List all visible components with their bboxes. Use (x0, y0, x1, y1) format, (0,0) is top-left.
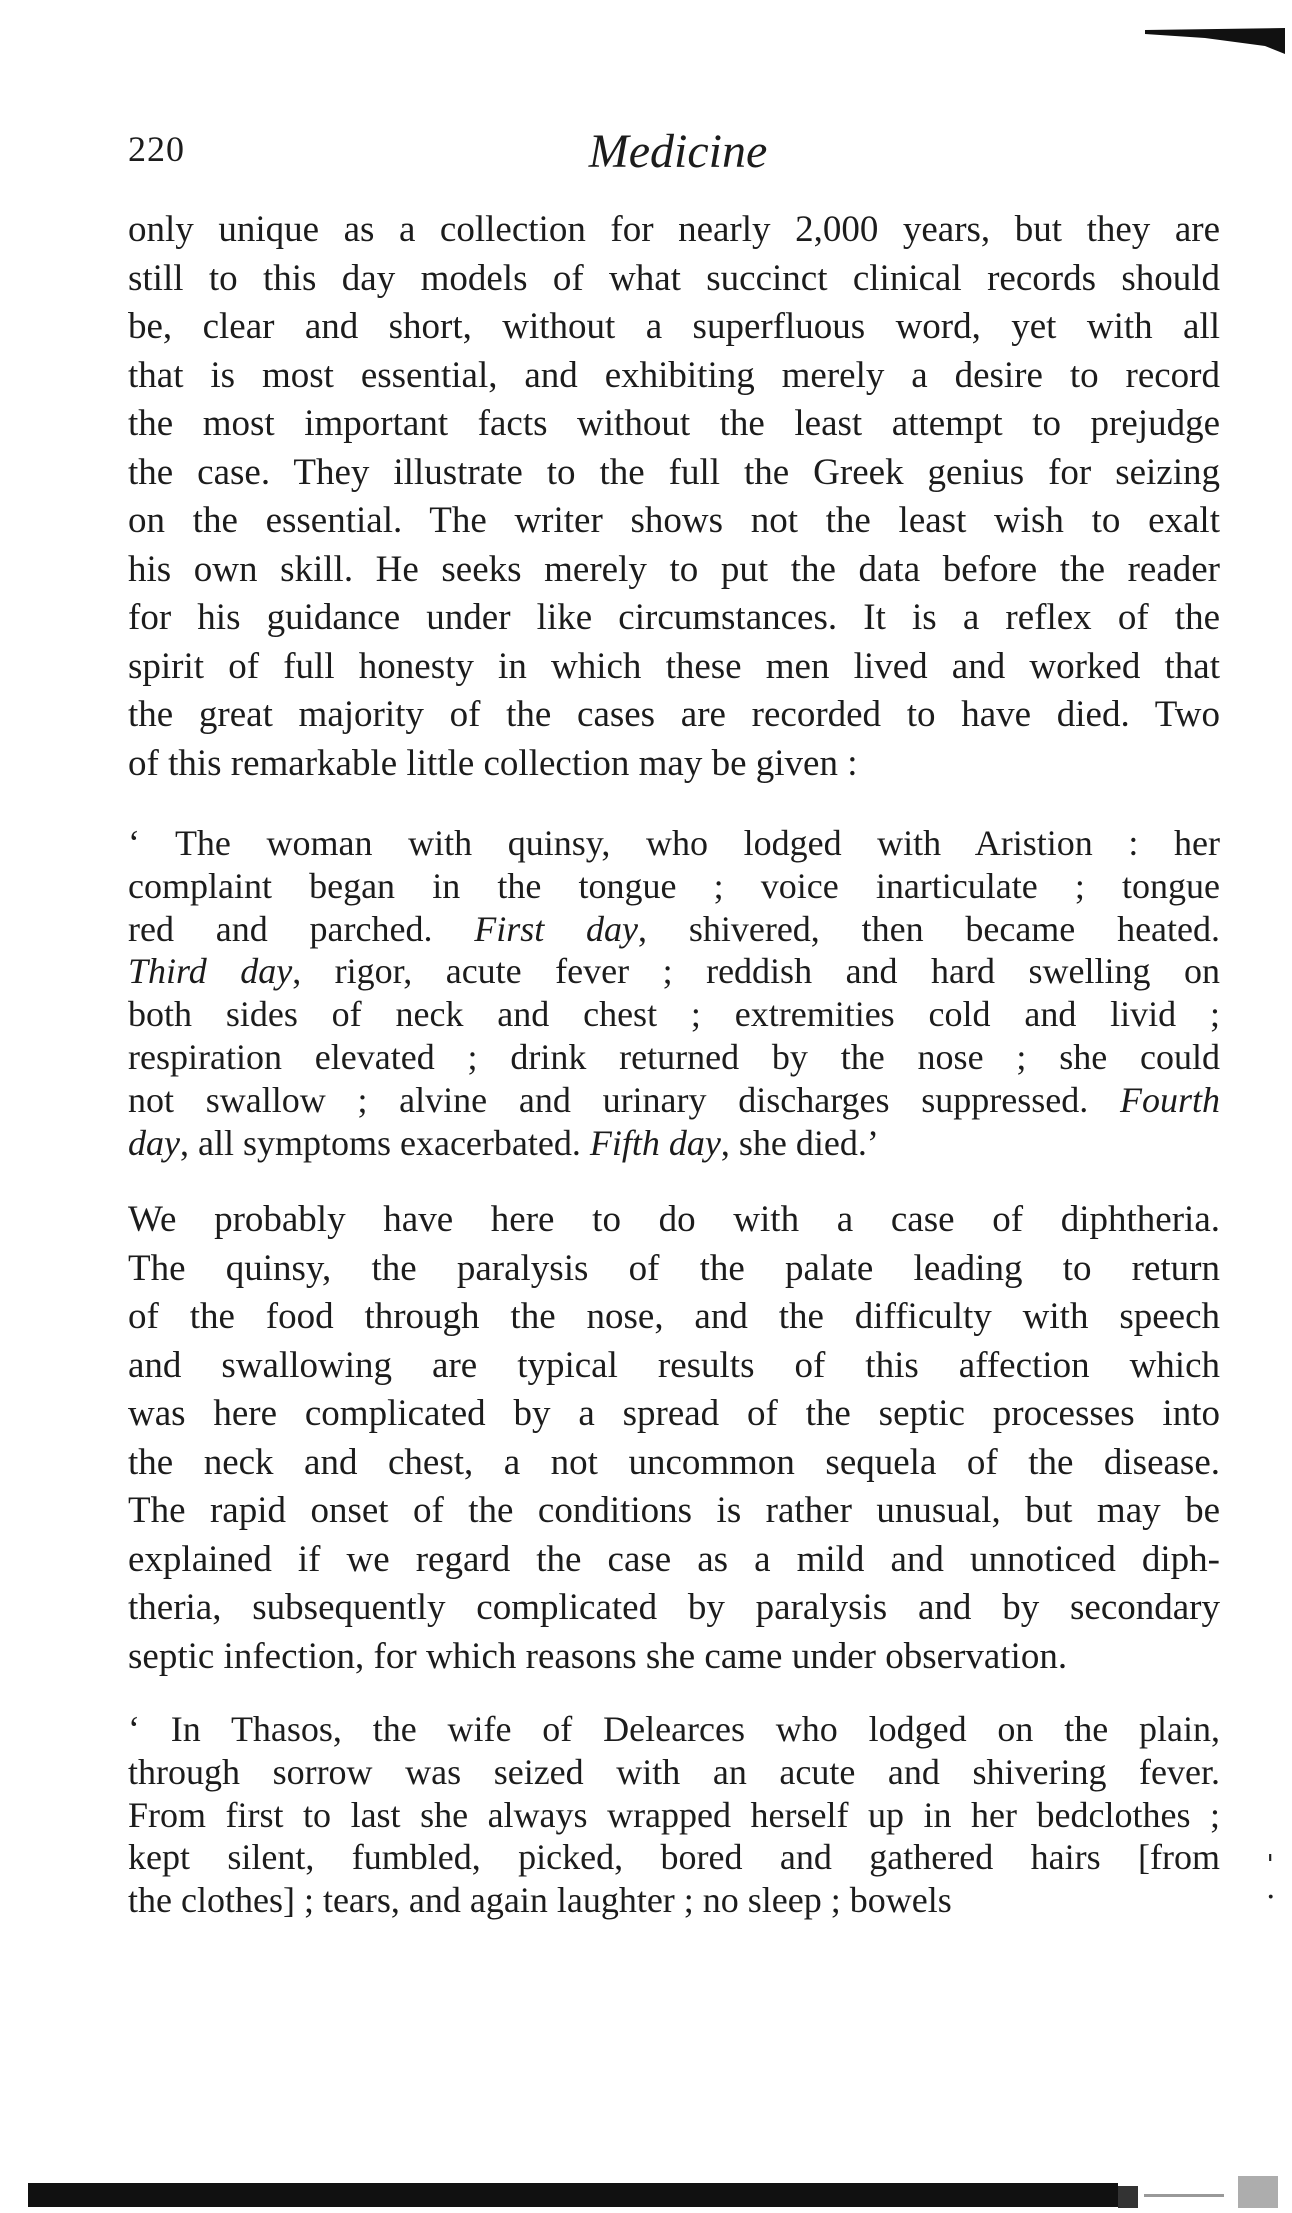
running-title: Medicine (588, 125, 768, 178)
text-line: and swallowing are typical results of this affection which (128, 1344, 1220, 1386)
text-line: The quinsy, the paralysis of the palate leading to return (128, 1247, 1220, 1289)
text-line: spirit of full honesty in which these men lived and worked that (128, 645, 1220, 687)
scan-edge-mark (1145, 24, 1285, 54)
text-line: Third day, rigor, acute fever ; reddish and hard swelling on (128, 951, 1220, 992)
text-line: red and parched. First day, shivered, then became heated. (128, 908, 1221, 949)
text-line: the most important facts without the least attempt to prejudge (128, 403, 1220, 444)
text-line: was here complicated by a spread of the septic processes into (128, 1393, 1220, 1434)
text-line: on the essential. The writer shows not the least wish to exalt (128, 500, 1220, 541)
paragraph-2 (128, 1196, 1220, 1681)
text-line: respiration elevated ; drink returned by the nose ; she could (128, 1036, 1220, 1077)
text-line: the clothes] ; tears, and again laughter ; no sleep ; bowels (128, 1880, 952, 1921)
scan-noise (1118, 2176, 1288, 2208)
text-line: The rapid onset of the conditions is rather unusual, but may be (128, 1490, 1220, 1531)
text-line: From first to last she always wrapped herself up in her bedclothes ; (128, 1794, 1220, 1835)
text-line: that is most essential, and exhibiting merely a desire to record (128, 354, 1220, 396)
text-line: still to this day models of what succinct clinical records should (128, 257, 1220, 299)
text-line: the neck and chest, a not uncommon sequela of the disease. (128, 1441, 1220, 1483)
text-line: the great majority of the cases are recorded to have died. Two (128, 694, 1220, 735)
quote-1 (128, 822, 1220, 1164)
text-line: day, all symptoms exacerbated. Fifth day, she died.’ (128, 1122, 879, 1163)
text-line: both sides of neck and chest ; extremities cold and livid ; (128, 994, 1220, 1035)
text-line: of the food through the nose, and the difficulty with speech (128, 1296, 1220, 1337)
text-line: explained if we regard the case as a mild and unnoticed diph- (128, 1538, 1220, 1580)
text-line: the case. They illustrate to the full the Greek genius for seizing (128, 451, 1220, 493)
text-line: through sorrow was seized with an acute and shivering fever. (128, 1751, 1220, 1792)
text-line: kept silent, fumbled, picked, bored and gathered hairs [from (128, 1837, 1220, 1878)
page-header (128, 124, 1228, 184)
margin-mark: ˈ (1266, 1850, 1275, 1885)
text-line: complaint began in the tongue ; voice inarticulate ; tongue (128, 865, 1220, 906)
text-line: septic infection, for which reasons she came under observation. (128, 1635, 1068, 1677)
page-number: 220 (128, 129, 185, 169)
text-line: only unique as a collection for nearly 2,000 years, but they are (128, 209, 1220, 250)
text-line: theria, subsequently complicated by paralysis and by secondary (128, 1587, 1220, 1628)
text-line: ‘ In Thasos, the wife of Delearces who lodged on the plain, (128, 1709, 1220, 1749)
text-line: We probably have here to do with a case of diphtheria. (128, 1199, 1220, 1240)
text-line: of this remarkable little collection may be given : (128, 742, 858, 784)
text-line: his own skill. He seeks merely to put the data before the reader (128, 548, 1220, 590)
scan-bottom-bar (28, 2183, 1118, 2207)
text-line: be, clear and short, without a superfluous word, yet with all (128, 306, 1220, 347)
margin-dot: · (1266, 1880, 1276, 1915)
text-line: for his guidance under like circumstances. It is a reflex of the (128, 597, 1220, 638)
paragraph-1 (128, 206, 1220, 788)
text-line: not swallow ; alvine and urinary discharges suppressed. Fourth (128, 1079, 1220, 1120)
quote-2 (128, 1708, 1220, 1922)
text-line: ‘ The woman with quinsy, who lodged with Aristion : her (128, 823, 1220, 863)
